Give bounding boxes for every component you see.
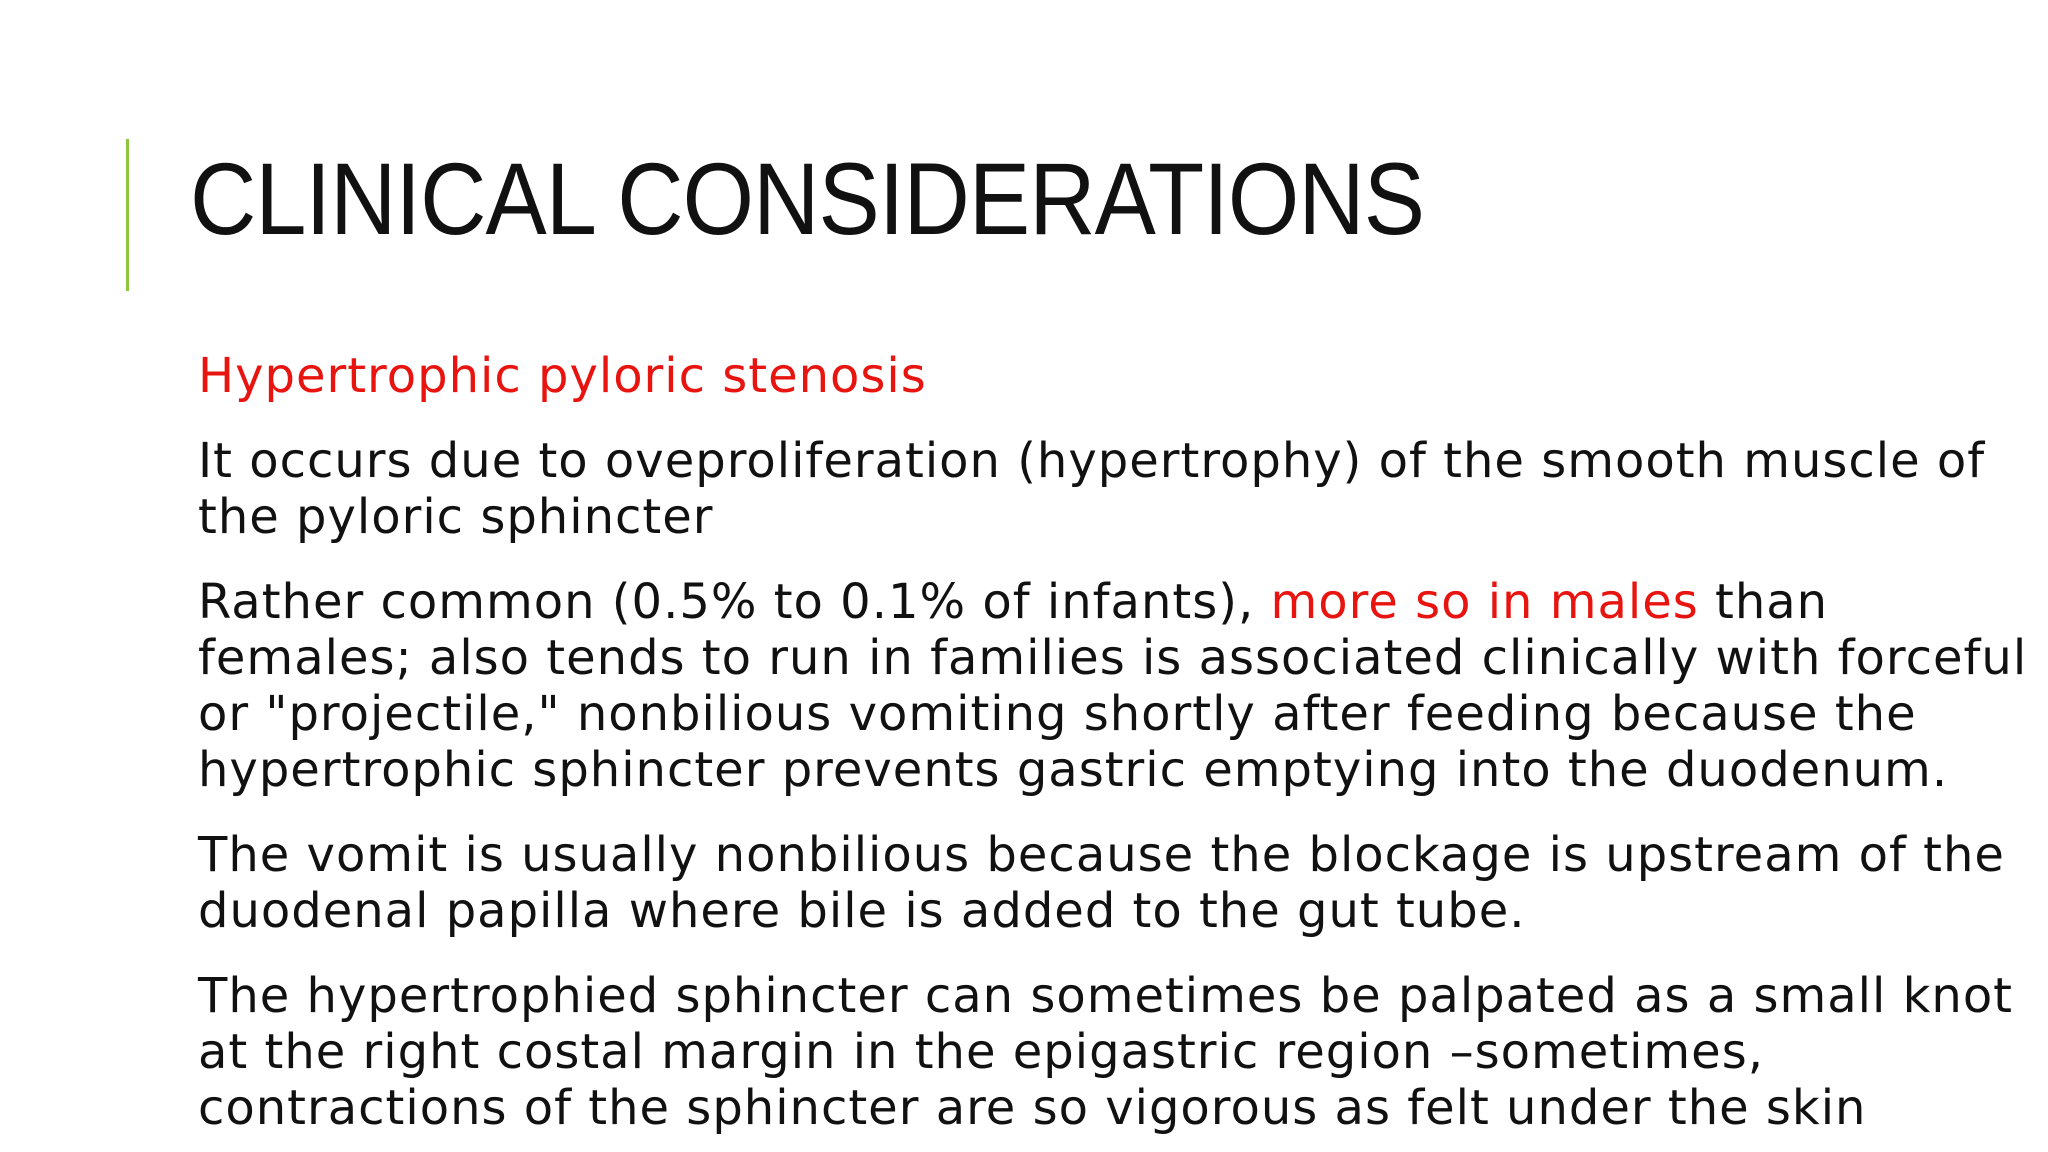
slide-body	[198, 348, 2028, 1152]
paragraph-4: The hypertrophied sphincter can sometimes be palpated as a small knot at the right costal margin in the epigastric region –sometimes, contractions of the sphincter are so vigorous as felt under the skin	[198, 968, 2013, 1136]
paragraph-2-text-before: Rather common (0.5% to 0.1% of infants),	[198, 574, 1271, 630]
paragraph-2-text-after: than females; also tends to run in families is associated clinically with forceful or "projectile," nonbilious vomiting shortly after feeding because the hypertrophic sphincter prevents gastric emptying into the duodenum.	[198, 574, 2028, 798]
title-accent-bar	[126, 139, 129, 291]
paragraph-1: It occurs due to oveproliferation (hypertrophy) of the smooth muscle of the pyloric sphincter	[198, 433, 1986, 545]
paragraph-3: The vomit is usually nonbilious because the blockage is upstream of the duodenal papilla where bile is added to the gut tube.	[198, 827, 2005, 939]
subtitle: Hypertrophic pyloric stenosis	[198, 348, 927, 404]
paragraph-2	[198, 574, 2028, 798]
paragraph-2-highlight: more so in males	[1270, 574, 1699, 630]
slide-title: CLINICAL CONSIDERATIONS	[190, 142, 1425, 256]
